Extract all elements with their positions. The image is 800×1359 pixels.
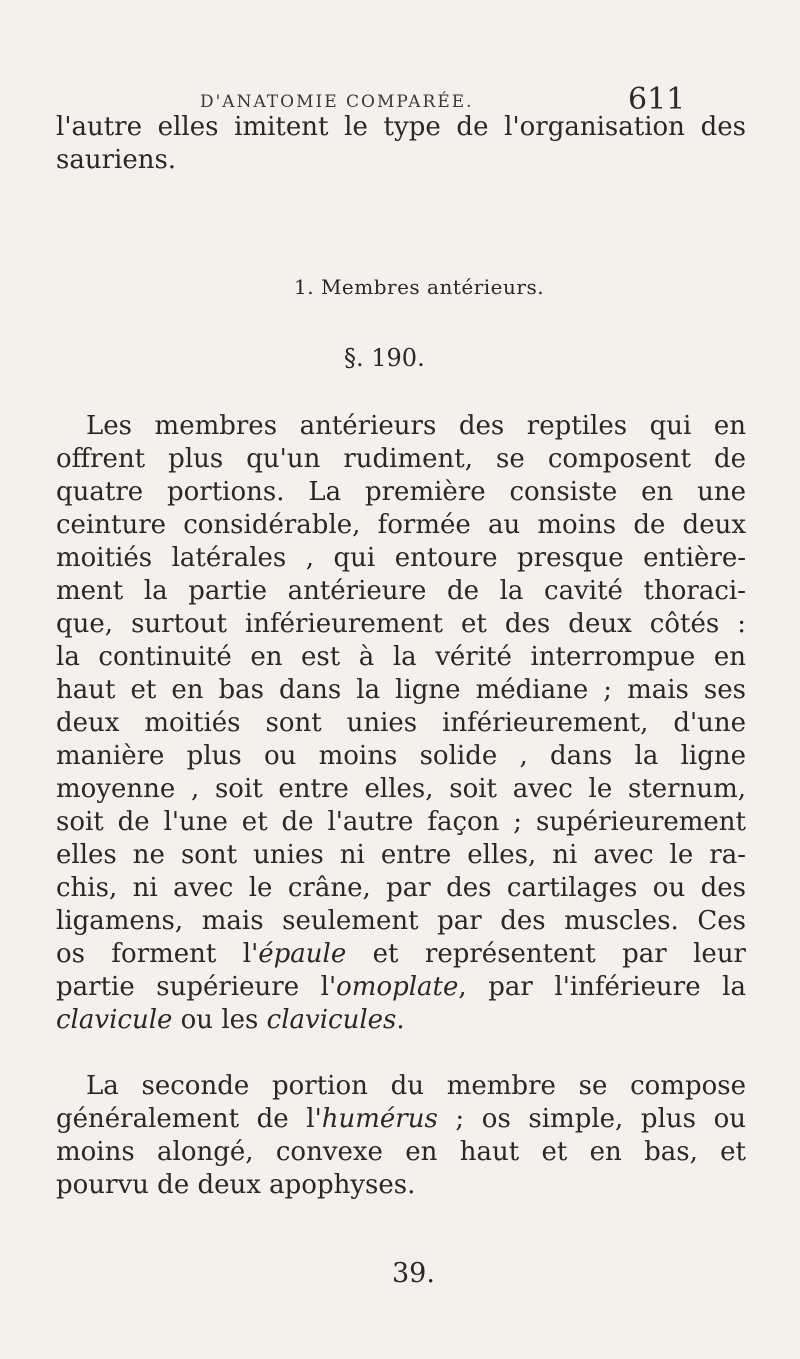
text-line: ceinture considérable, formée au moins de deux: [56, 510, 746, 540]
running-head: D'ANATOMIE COMPARÉE.: [200, 92, 474, 112]
italic-term: épaule: [258, 939, 347, 969]
italic-term: omoplate: [336, 972, 459, 1002]
text-line: moyenne , soit entre elles, soit avec le sternum,: [56, 774, 746, 804]
text-line: partie supérieure l'omoplate, par l'inférieure la: [56, 972, 746, 1002]
text-line: que, surtout inférieurement et des deux côtés :: [56, 609, 746, 639]
text-line: La seconde portion du membre se compose: [86, 1071, 746, 1101]
text-line: moitiés latérales , qui entoure presque entière-: [56, 543, 746, 573]
section-number: §. 190.: [344, 344, 425, 372]
text-line: deux moitiés sont unies inférieurement, d'une: [56, 708, 746, 738]
text-line: os forment l'épaule et représentent par leur: [56, 939, 746, 969]
text-line: moins alongé, convexe en haut et en bas, et: [56, 1137, 746, 1167]
text-line: manière plus ou moins solide , dans la ligne: [56, 741, 746, 771]
italic-term: clavicules: [266, 1005, 397, 1035]
text-line: pourvu de deux apophyses.: [56, 1170, 416, 1200]
text-line: haut et en bas dans la ligne médiane ; mais ses: [56, 675, 746, 705]
italic-term: clavicule: [56, 1005, 173, 1035]
page-number: 611: [628, 82, 686, 117]
text-line: la continuité en est à la vérité interrompue en: [56, 642, 746, 672]
text-line: sauriens.: [56, 145, 177, 175]
text-line: l'autre elles imitent le type de l'organisation des: [56, 112, 746, 142]
text-line: clavicule ou les clavicules.: [56, 1005, 405, 1035]
text-line: quatre portions. La première consiste en une: [56, 477, 746, 507]
text-line: généralement de l'humérus ; os simple, plus ou: [56, 1104, 746, 1134]
text-line: ment la partie antérieure de la cavité thoraci-: [56, 576, 746, 606]
text-line: offrent plus qu'un rudiment, se composent de: [56, 444, 746, 474]
text-line: ligamens, mais seulement par des muscles. Ces: [56, 906, 746, 936]
text-line: Les membres antérieurs des reptiles qui en: [86, 411, 746, 441]
text-line: chis, ni avec le crâne, par des cartilages ou des: [56, 873, 746, 903]
text-line: elles ne sont unies ni entre elles, ni avec le ra-: [56, 840, 746, 870]
signature-mark: 39.: [392, 1258, 435, 1289]
italic-term: humérus: [321, 1104, 438, 1134]
subsection-title: 1. Membres antérieurs.: [294, 275, 545, 299]
text-line: soit de l'une et de l'autre façon ; supérieurement: [56, 807, 746, 837]
